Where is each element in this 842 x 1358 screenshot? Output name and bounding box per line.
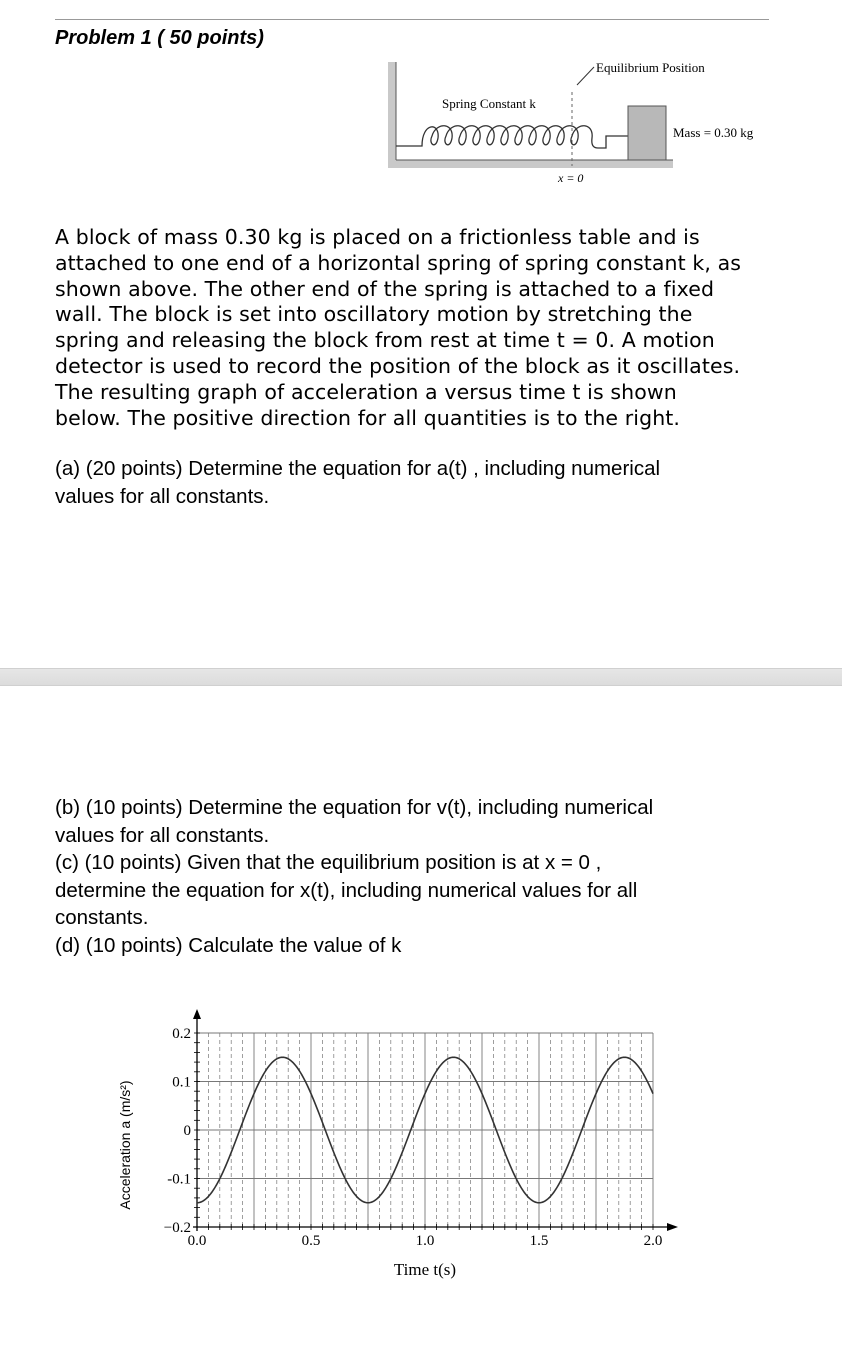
x-tick-label: 0.5 [301,1233,321,1249]
y-tick-label: 0 [183,1123,191,1139]
y-tick-label: −0.2 [163,1220,191,1236]
acceleration-chart [100,995,700,1295]
statement-line: A block of mass 0.30 kg is placed on a frictionless table and is [55,225,700,249]
spring-coil [396,126,628,148]
statement-line: The resulting graph of acceleration a versus time t is shown [55,379,677,404]
y-axis-arrow [193,1009,201,1019]
origin-label: x = 0 [558,171,584,185]
equilibrium-label: Equilibrium Position [596,60,705,75]
x-axis-arrow [667,1223,678,1231]
question-d-line: (d) (10 points) Calculate the value of k [55,933,402,957]
problem-title: Problem 1 ( 50 points) [55,27,264,49]
fixed-wall [388,62,396,168]
question-c-line: constants. [55,906,149,929]
statement-line: attached to one end of a horizontal spring of spring constant k, as [55,250,742,275]
chart-ticks [164,1026,663,1249]
top-rule [55,19,769,20]
question-b-line: values for all constants. [55,823,270,847]
chart-grid [197,1033,653,1227]
problem-statement [55,225,795,431]
x-axis-label: Time t(s) [393,1260,457,1279]
y-axis-label: Acceleration a (m/s²) [117,1080,133,1210]
y-tick-label: -0.1 [167,1171,191,1188]
x-tick-label: 1.0 [415,1233,435,1249]
question-a-line: (a) (20 points) Determine the equation for a(t) , including numerical [55,457,661,480]
y-tick-label: 0.2 [172,1026,191,1042]
statement-line: shown above. The other end of the spring is attached to a fixed [55,276,715,301]
statement-line: below. The positive direction for all quantities is to the right. [55,405,681,430]
statement-line: wall. The block is set into oscillatory motion by stretching the [55,302,693,327]
x-tick-label: 2.0 [643,1233,663,1249]
spring-constant-label: Spring Constant k [442,96,536,111]
question-a-line: values for all constants. [55,484,270,508]
equilibrium-pointer [577,67,594,85]
page-separator [0,668,842,686]
question-a [55,455,660,510]
question-c-line: determine the equation for x(t), including numerical values for all [55,878,638,902]
questions-b-d [55,794,653,959]
question-c-line: (c) (10 points) Given that the equilibrium position is at x = 0 , [55,851,602,874]
statement-line: detector is used to record the position of the block as it oscillates. [55,353,741,378]
x-tick-label: 1.5 [529,1233,549,1249]
mass-label: Mass = 0.30 kg [673,125,754,140]
question-b-line: (b) (10 points) Determine the equation for v(t), including numerical [55,796,654,819]
spring-mass-diagram [380,52,780,192]
mass-block [628,106,666,160]
statement-line: spring and releasing the block from rest at time t = 0. A motion [55,328,715,353]
x-tick-label: 0.0 [187,1233,207,1249]
chart-axes [193,1009,678,1231]
y-tick-label: 0.1 [172,1074,191,1091]
table-surface [388,160,673,168]
